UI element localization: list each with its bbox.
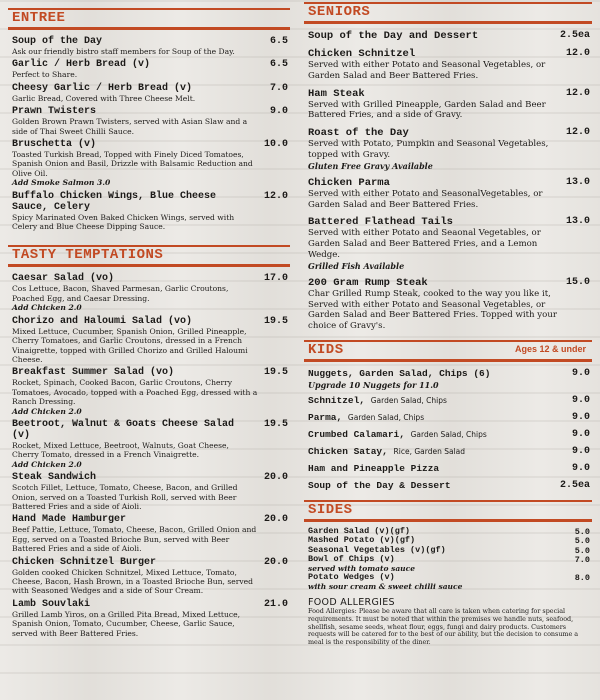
item-description: Scotch Fillet, Lettuce, Tomato, Cheese, Bacon, and Grilled Onion, served on a Toasted Turkish Roll, served with Beer Battered Fries and a side of Aioli. xyxy=(12,483,238,511)
left-column xyxy=(8,0,290,638)
item-description: Served with Potato, Pumpkin and Seasonal Vegetables, topped with Gravy. xyxy=(308,139,549,160)
menu-item xyxy=(8,139,290,188)
item-price: 5.0 xyxy=(574,526,590,537)
item-name: Caesar Salad (vo) xyxy=(12,273,115,285)
item-name: Ham and Pineapple Pizza xyxy=(308,462,440,474)
item-name: Garlic / Herb Bread (v) xyxy=(12,59,151,71)
item-name: Steak Sandwich xyxy=(12,472,97,484)
item-name: Breakfast Summer Salad (vo) xyxy=(12,367,175,379)
item-price: 6.5 xyxy=(269,36,288,47)
menu-item xyxy=(8,514,290,553)
menu-item xyxy=(304,446,592,458)
item-name: Chicken Schnitzel Burger xyxy=(12,556,157,568)
item-description: Golden cooked Chicken Schnitzel, Mixed Lettuce, Tomato, Cheese, Bacon, Hash Brown, in a Toasted Brioche Bun, served with Seasoned Wedges and a side of Sour Cream. xyxy=(12,567,253,596)
item-description: Ask our friendly bistro staff members for Soup of the Day. xyxy=(12,47,235,56)
item-note: Add Chicken 2.0 xyxy=(12,406,82,416)
menu-item xyxy=(8,59,290,79)
menu-item xyxy=(304,395,592,407)
item-name: Garden Salad (v)(gf) xyxy=(308,525,411,536)
divider xyxy=(304,21,592,24)
section-title: TASTY TEMPTATIONS xyxy=(12,247,164,264)
item-name-text: Chicken Satay, xyxy=(308,445,388,457)
item-name xyxy=(308,446,560,458)
item-description: Rocket, Mixed Lettuce, Beetroot, Walnuts, Goat Cheese, Cherry Tomato, dressed in a French Vinaigrette. xyxy=(12,440,229,460)
item-description: Char Grilled Rump Steak, cooked to the way you like it, Served with either Potato and Seasonal Vegetables, or Garden Salad and Beer Battered Fries. Topped with your choice of Gravy's. xyxy=(308,288,557,332)
item-description: Perfect to Share. xyxy=(12,70,78,80)
menu-item xyxy=(304,48,592,82)
item-price: 7.0 xyxy=(574,555,590,566)
item-price: 12.0 xyxy=(263,190,288,202)
menu-item xyxy=(304,88,592,122)
section-title: SIDES xyxy=(308,501,353,518)
item-name: Soup of the Day xyxy=(12,36,103,47)
food-allergies xyxy=(304,591,592,646)
item-price: 5.0 xyxy=(574,536,590,547)
menu-item xyxy=(304,463,592,475)
item-description: Served with either Potato and SeasonalVegetables, or Garden Salad and Beer Battered Fries. xyxy=(308,188,543,210)
item-price: 12.0 xyxy=(565,87,590,99)
item-price: 21.0 xyxy=(263,598,288,610)
item-name: Chicken Parma xyxy=(308,176,390,189)
item-name: 200 Gram Rump Steak xyxy=(308,276,428,289)
kids-list xyxy=(304,368,592,492)
item-name: Seasonal Vegetables (v)(gf) xyxy=(308,544,446,555)
item-name-text: Parma, xyxy=(308,411,343,423)
item-inline-desc: Garden Salad, Chips xyxy=(370,395,447,405)
divider xyxy=(304,359,592,362)
item-price: 20.0 xyxy=(263,514,288,526)
item-price: 5.0 xyxy=(574,545,590,556)
menu-item xyxy=(304,480,592,492)
item-description: Cos Lettuce, Bacon, Shaved Parmesan, Garlic Croutons, Poached Egg, and Caesar Dressing. xyxy=(12,284,229,303)
item-name: Potato Wedges (v) xyxy=(308,572,395,583)
menu-item xyxy=(304,429,592,441)
menu-item xyxy=(8,273,290,312)
item-price: 13.0 xyxy=(565,176,590,188)
item-inline-desc: Garden Salad, Chips xyxy=(410,429,487,439)
menu-item xyxy=(8,106,290,136)
item-inline-desc: Garden Salad, Chips xyxy=(347,412,425,422)
menu-item xyxy=(304,368,592,390)
section-title: ENTREE xyxy=(12,10,66,26)
item-price: 15.0 xyxy=(565,276,590,288)
menu-item xyxy=(8,599,290,638)
item-description: Golden Brown Prawn Twisters, served with Asian Slaw and a side of Thai Sweet Chilli Sauce. xyxy=(12,117,248,136)
item-price: 6.5 xyxy=(269,59,288,71)
item-description: Mixed Lettuce, Cucumber, Spanish Onion, Grilled Pineapple, Cherry Tomatoes, and Garlic Croutons, dressed in a French Vinaigrette, topped with Grilled Chorizo and Grilled Haloumi Cheese. xyxy=(12,326,248,364)
item-price: 8.0 xyxy=(574,573,590,584)
item-name-text: Crumbed Calamari, xyxy=(308,428,405,440)
item-name: Bowl of Chips (v) xyxy=(308,554,395,565)
item-price: 9.0 xyxy=(269,106,288,118)
item-name: Soup of the Day & Dessert xyxy=(308,479,451,491)
section-title: KIDS xyxy=(308,341,344,358)
divider xyxy=(304,519,592,522)
item-price: 2.5ea xyxy=(559,479,590,491)
item-name: Beetroot, Walnut & Goats Cheese Salad (v) xyxy=(12,418,235,441)
right-column xyxy=(304,0,592,646)
divider xyxy=(304,340,592,342)
item-description: Grilled Lamb Yiros, on a Grilled Pita Bread, Mixed Lettuce, Spanish Onion, Tomato, Cucumber, Cheese, Garlic Sauce, served with Beer Battered Fries. xyxy=(12,609,240,638)
item-price: 7.0 xyxy=(269,82,288,94)
item-description: Served with Grilled Pineapple, Garden Salad and Beer Battered Fries, and a side of Gravy. xyxy=(308,99,546,121)
menu-item xyxy=(304,30,592,42)
item-price: 9.0 xyxy=(571,445,590,457)
menu-item xyxy=(8,316,290,365)
item-name-text: Schnitzel, xyxy=(308,394,366,406)
item-name: Chicken Schnitzel xyxy=(308,48,416,60)
item-note: Grilled Fish Available xyxy=(308,260,405,271)
menu-item xyxy=(8,83,290,103)
item-name: Prawn Twisters xyxy=(12,106,97,118)
item-name: Mashed Potato (v)(gf) xyxy=(308,535,416,546)
menu-item xyxy=(8,191,290,232)
item-price: 9.0 xyxy=(571,462,590,474)
item-description: Served with either Potato and Seaonal Vegetables, or Garden Salad and Beer Battered Fries, and a Lemon Wedge. xyxy=(308,228,541,260)
item-price: 20.0 xyxy=(263,472,288,484)
sides-list xyxy=(304,527,592,592)
item-name: Ham Steak xyxy=(308,87,365,100)
item-price: 2.5ea xyxy=(559,30,590,41)
item-name: Buffalo Chicken Wings, Blue Cheese Sauce, Celery xyxy=(12,190,217,213)
item-price: 10.0 xyxy=(263,139,288,151)
item-description: Spicy Marinated Oven Baked Chicken Wings, served with Celery and Blue Cheese Dipping Sauce. xyxy=(12,212,235,232)
age-note: Ages 12 & under xyxy=(514,343,586,354)
item-name xyxy=(308,395,560,407)
menu-item xyxy=(304,277,592,332)
item-price: 19.5 xyxy=(263,418,288,430)
item-note: Gluten Free Gravy Available xyxy=(308,160,433,171)
item-name: Nuggets, Garden Salad, Chips (6) xyxy=(308,367,491,379)
divider xyxy=(8,27,290,30)
menu-item xyxy=(304,573,592,591)
section-tasty-temptations xyxy=(8,245,290,269)
item-price: 20.0 xyxy=(263,556,288,568)
section-sides xyxy=(304,500,592,524)
item-description: Toasted Turkish Bread, Topped with Finely Diced Tomatoes, Spanish Onion and Basil, Drizzle with Balsamic Reduction and Olive Oil. xyxy=(12,150,253,178)
item-description: Rocket, Spinach, Cooked Bacon, Garlic Croutons, Cherry Tomatoes, Avocado, topped with a Poached Egg, dressed with a Ranch Dressing. xyxy=(12,378,258,407)
item-price: 19.5 xyxy=(263,367,288,379)
item-price: 19.5 xyxy=(263,315,288,327)
item-description: Served with either Potato and Seasonal Vegetables, or Garden Salad and Beer Battered Fries. xyxy=(308,60,546,81)
item-name xyxy=(308,429,560,441)
item-note: Upgrade 10 Nuggets for 11.0 xyxy=(308,379,439,390)
item-description: Beef Pattie, Lettuce, Tomato, Cheese, Bacon, Grilled Onion and Egg, served on a Toasted Brioche Bun, served with Beer Battered Fries and a side of Aioli. xyxy=(12,525,257,554)
menu-item xyxy=(304,216,592,270)
item-name: Hand Made Hamburger xyxy=(12,514,127,526)
item-name: Battered Flathead Tails xyxy=(308,216,453,229)
item-description: Garlic Bread, Covered with Three Cheese Melt. xyxy=(12,93,196,103)
section-kids xyxy=(304,340,592,364)
item-name: Bruschetta (v) xyxy=(12,139,97,151)
item-name: Cheesy Garlic / Herb Bread (v) xyxy=(12,82,193,94)
item-note: Add Chicken 2.0 xyxy=(12,459,82,469)
menu-item xyxy=(304,177,592,211)
item-name: Roast of the Day xyxy=(308,127,409,140)
section-seniors xyxy=(304,2,592,26)
menu-item xyxy=(8,472,290,511)
item-inline-desc: Rice, Garden Salad xyxy=(393,446,466,456)
menu-item xyxy=(8,367,290,416)
menu-item xyxy=(304,555,592,573)
section-entree xyxy=(8,8,290,32)
item-price: 9.0 xyxy=(571,411,590,423)
item-name: Lamb Souvlaki xyxy=(12,598,91,610)
divider xyxy=(8,264,290,267)
item-name xyxy=(308,412,560,424)
item-note: Add Smoke Salmon 3.0 xyxy=(12,178,111,188)
item-name: Soup of the Day and Dessert xyxy=(308,30,479,42)
item-note: Add Chicken 2.0 xyxy=(12,303,82,313)
item-price: 9.0 xyxy=(571,367,590,379)
allergy-heading: FOOD ALLERGIES xyxy=(308,597,395,609)
menu-item xyxy=(8,419,290,469)
item-price: 9.0 xyxy=(571,394,590,406)
item-price: 9.0 xyxy=(571,428,590,440)
menu-item xyxy=(8,36,290,56)
allergy-text: Food Allergies: Please be aware that all care is taken when catering for special requirements. It must be noted that within the premises we handle nuts, seafood, shellfish, sesame seeds, wheat flour, eggs, fungi and dairy products. Customers requests will be catered for to the best of our ability, but the decision to consume a meal is the responsibility of the diner. xyxy=(308,607,579,646)
item-name: Chorizo and Haloumi Salad (vo) xyxy=(12,315,193,327)
item-price: 12.0 xyxy=(565,48,590,59)
item-price: 12.0 xyxy=(565,127,590,139)
menu-item xyxy=(304,412,592,424)
menu-item xyxy=(304,127,592,171)
section-title: SENIORS xyxy=(308,4,371,20)
item-price: 13.0 xyxy=(565,216,590,228)
menu-item xyxy=(8,557,290,596)
item-note: served with tomato sauce xyxy=(308,563,415,573)
item-note: with sour cream & sweet chilli sauce xyxy=(308,581,463,591)
item-price: 17.0 xyxy=(263,273,288,285)
